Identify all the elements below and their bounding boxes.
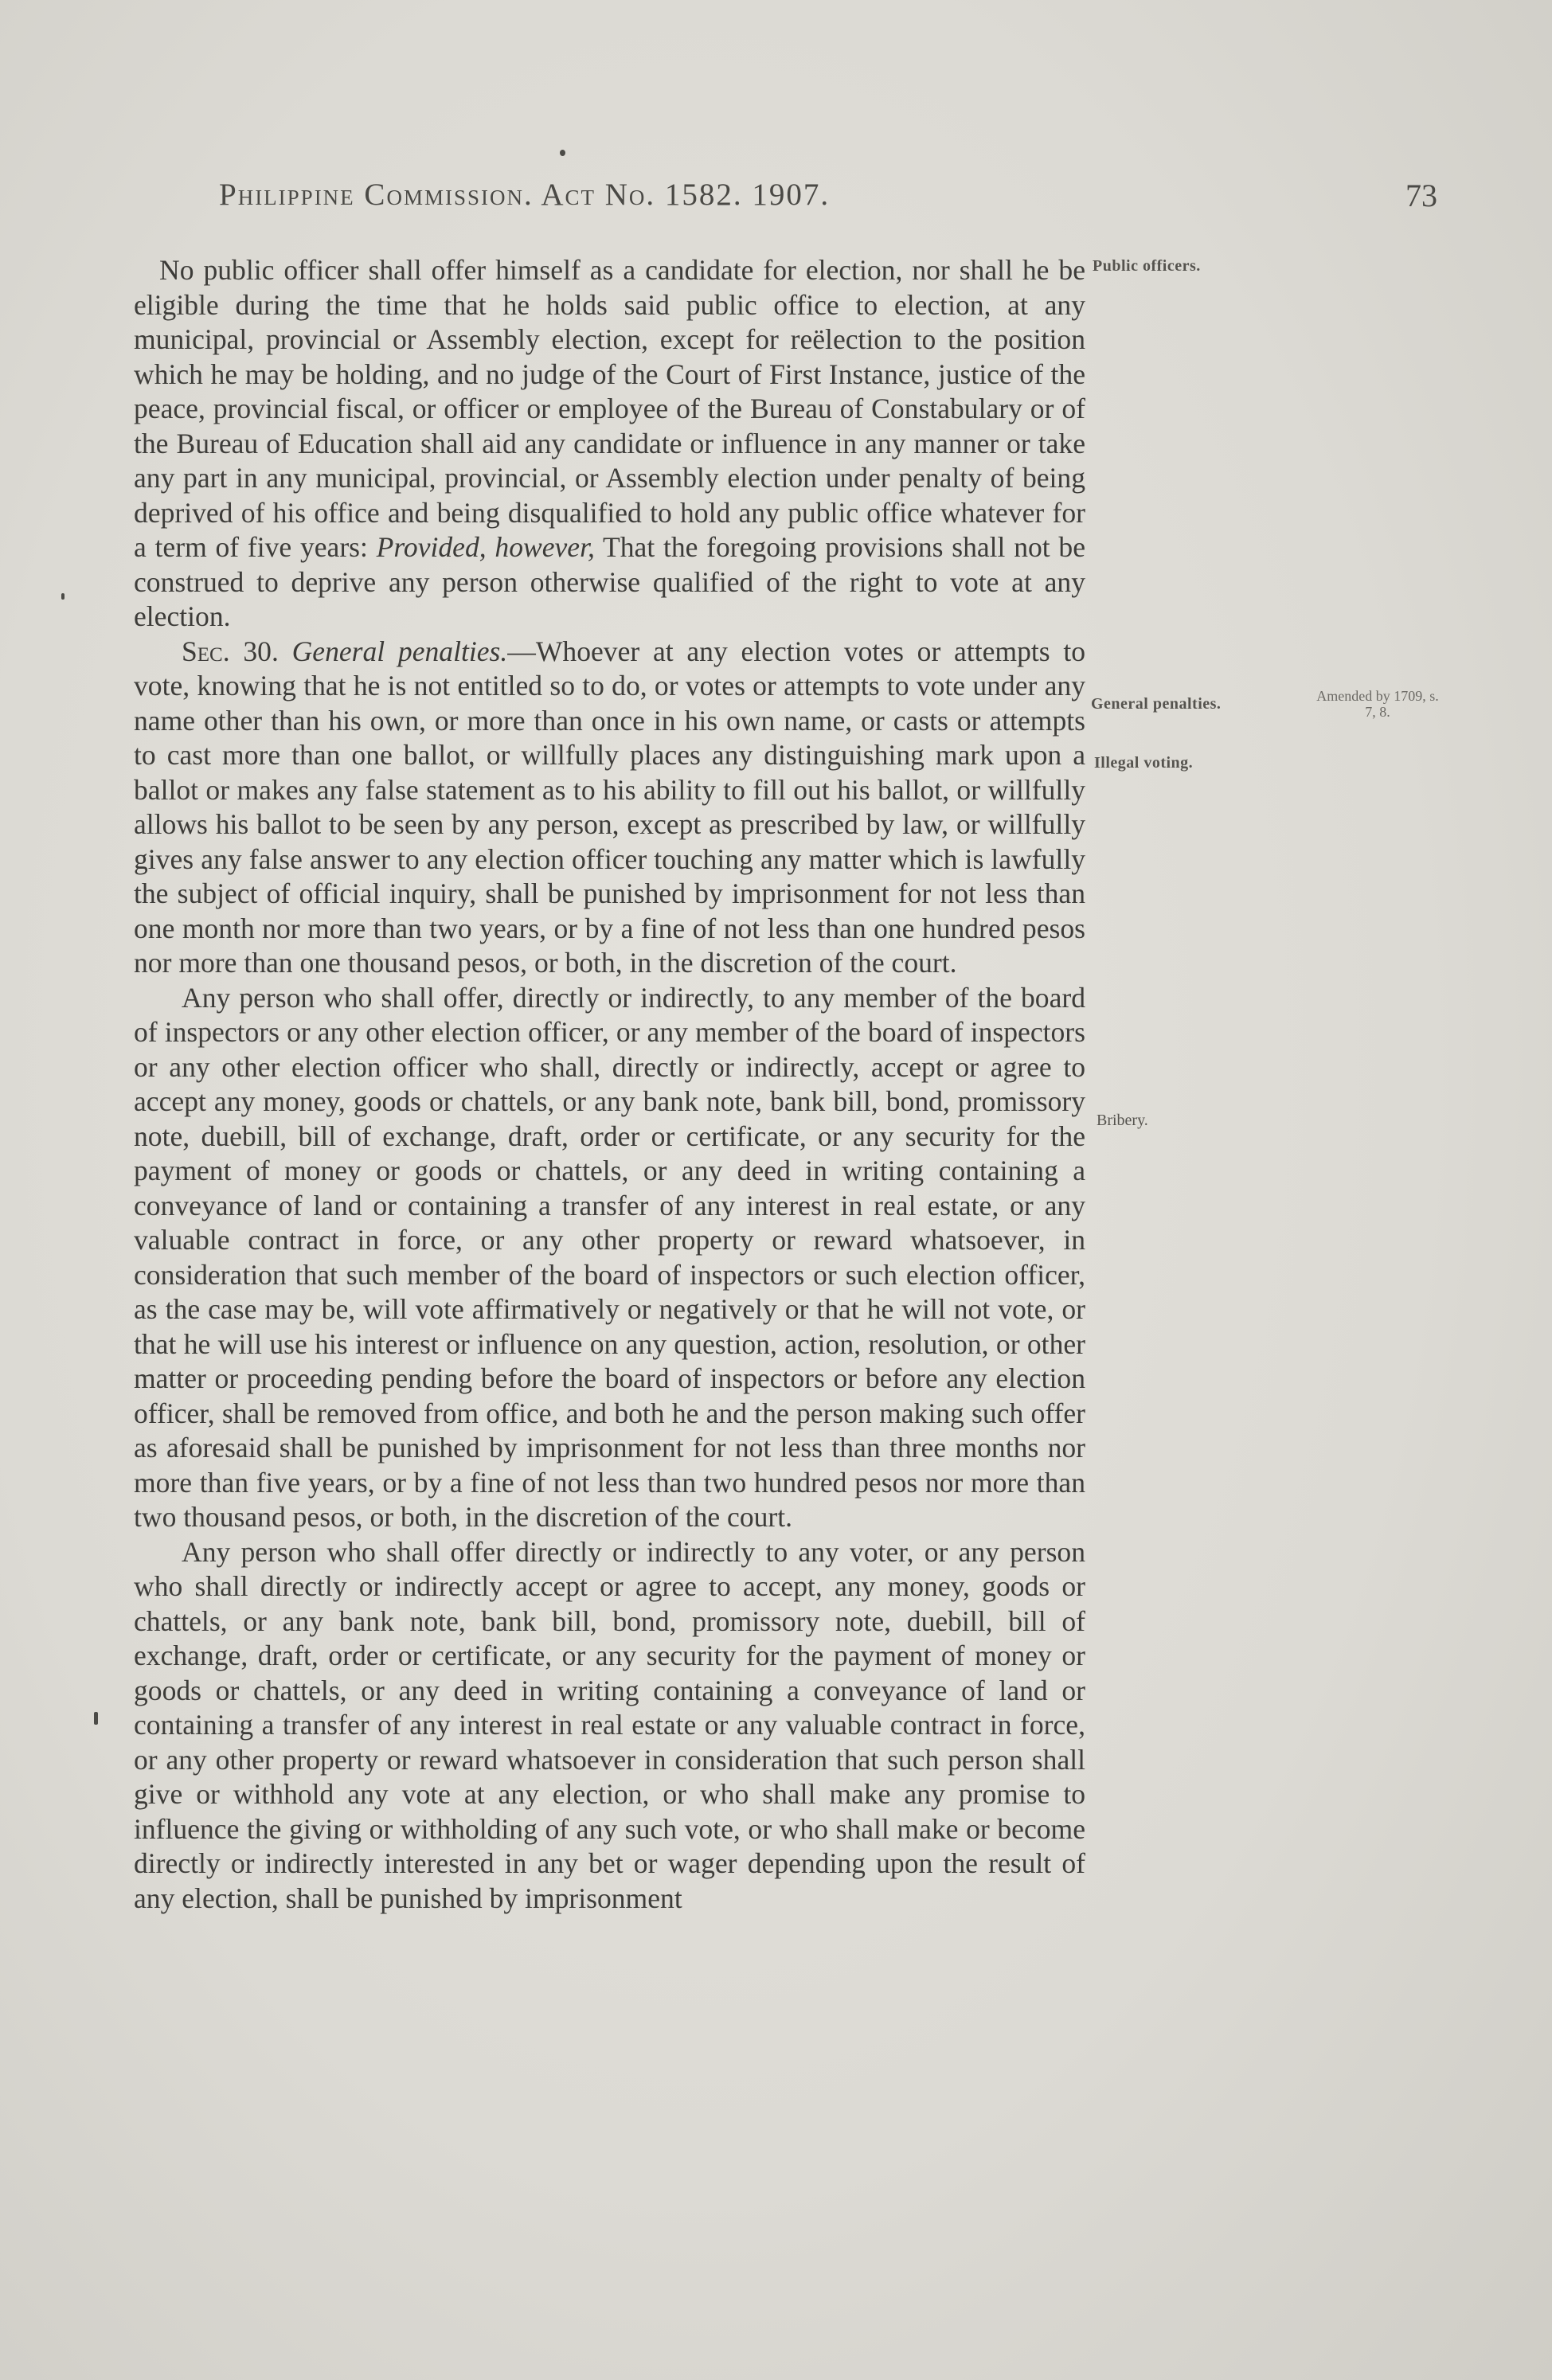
ink-speck <box>560 150 565 156</box>
section-title: General penalties. <box>291 635 508 667</box>
paragraph-bribery-voters <box>134 1535 1085 1917</box>
margin-note-amended: Amended by 1709, s. 7, 8. <box>1316 688 1439 720</box>
margin-note-general-penalties: General penalties. <box>1091 695 1222 713</box>
proviso-text: That the foregoing provisions shall not be construed to deprive any person otherwise qualified of the right to vote at any election. <box>134 531 1085 632</box>
margin-note-public-officers: Public officers. <box>1093 257 1201 275</box>
paragraph-bribery-officers <box>134 981 1085 1535</box>
paragraph-text: Any person who shall offer, directly or indirectly, to any member of the board of inspectors or any other election officer, or any member of the board of inspectors or any other election officer who shall, directly or indirectly, accept or agree to accept any money, goods or chattels, or any bank note, bank bill, bond, promissory note, duebill, bill of exchange, draft, order or certificate, or any security for the payment of money or goods or chattels, or any deed in writing containing a conveyance of land or containing a transfer of any interest in real estate, or any valuable contract in force, or any other property or reward whatsoever, in consideration that such member of the board of inspectors or such election officer, as the case may be, will vote affirmatively or negatively or that he will not vote, or that he will use his interest or influence on any question, action, resolution, or other matter or proceeding pending before the board of inspectors or before any election officer, shall be removed from office, and both he and the person making such offer as aforesaid shall be punished by imprisonment for not less than three months nor more than five years, or by a fine of not less than two hundred pesos nor more than two thousand pesos, or both, in the discretion of the court. <box>134 981 1085 1533</box>
page-number: 73 <box>1405 178 1437 213</box>
paragraph-public-officers <box>134 253 1085 635</box>
proviso-italic: Provided, however, <box>376 531 595 563</box>
margin-note-bribery: Bribery. <box>1097 1112 1148 1129</box>
paragraph-section-30 <box>134 635 1085 981</box>
paragraph-text: Any person who shall offer directly or indirectly to any voter, or any person who shall directly or indirectly accept or agree to accept, any money, goods or chattels, or any bank note, bank bill, bond, promissory note, duebill, bill of exchange, draft, order or certificate, or any security for the payment of money or goods or chattels, or any deed in writing containing a conveyance of land or containing a transfer of any interest in real estate or any valuable contract in force, or any other property or reward whatsoever in consideration that such person shall give or withhold any vote at any election, or who shall make any promise to influence the giving or withholding of any such vote, or who shall make or become directly or indirectly interested in any bet or wager depending upon the result of any election, shall be punished by imprisonment <box>134 1535 1085 1914</box>
body-text <box>134 253 1085 1916</box>
margin-note-illegal-voting: Illegal voting. <box>1094 754 1194 772</box>
paragraph-text: No public officer shall offer himself as a candidate for election, nor shall he be eligible during the time that he holds said public office to election, at any municipal, provincial or Assembly election, except for reëlection to the position which he may be holding, and no judge of the Court of First Instance, justice of the peace, provincial fiscal, or officer or employee of the Bureau of Constabulary or of the Bureau of Education shall aid any candidate or influence in any manner or take any part in any municipal, provincial, or Assembly election under penalty of being deprived of his office and being disqualified to hold any public office whatever for a term of five years: <box>134 254 1085 563</box>
paragraph-text: —Whoever at any election votes or attempts to vote, knowing that he is not entitled so to do, or votes or attempts to vote under any name other than his own, or more than once in his own name, or casts or attempts to cast more than one ballot, or willfully places any distinguishing mark upon a ballot or makes any false statement as to his ability to fill out his ballot, or willfully allows his ballot to be seen by any person, except as prescribed by law, or willfully gives any false answer to any election officer touching any matter which is lawfully the subject of official inquiry, shall be punished by imprisonment for not less than one month nor more than two years, or by a fine of not less than one hundred pesos nor more than one thousand pesos, or both, in the discretion of the court. <box>134 635 1085 979</box>
page-header <box>219 177 1437 225</box>
section-label: Sec. 30. <box>182 635 279 667</box>
running-head: Philippine Commission. Act No. 1582. 1907. <box>219 178 831 212</box>
ink-speck <box>94 1712 98 1725</box>
ink-speck <box>61 593 65 600</box>
